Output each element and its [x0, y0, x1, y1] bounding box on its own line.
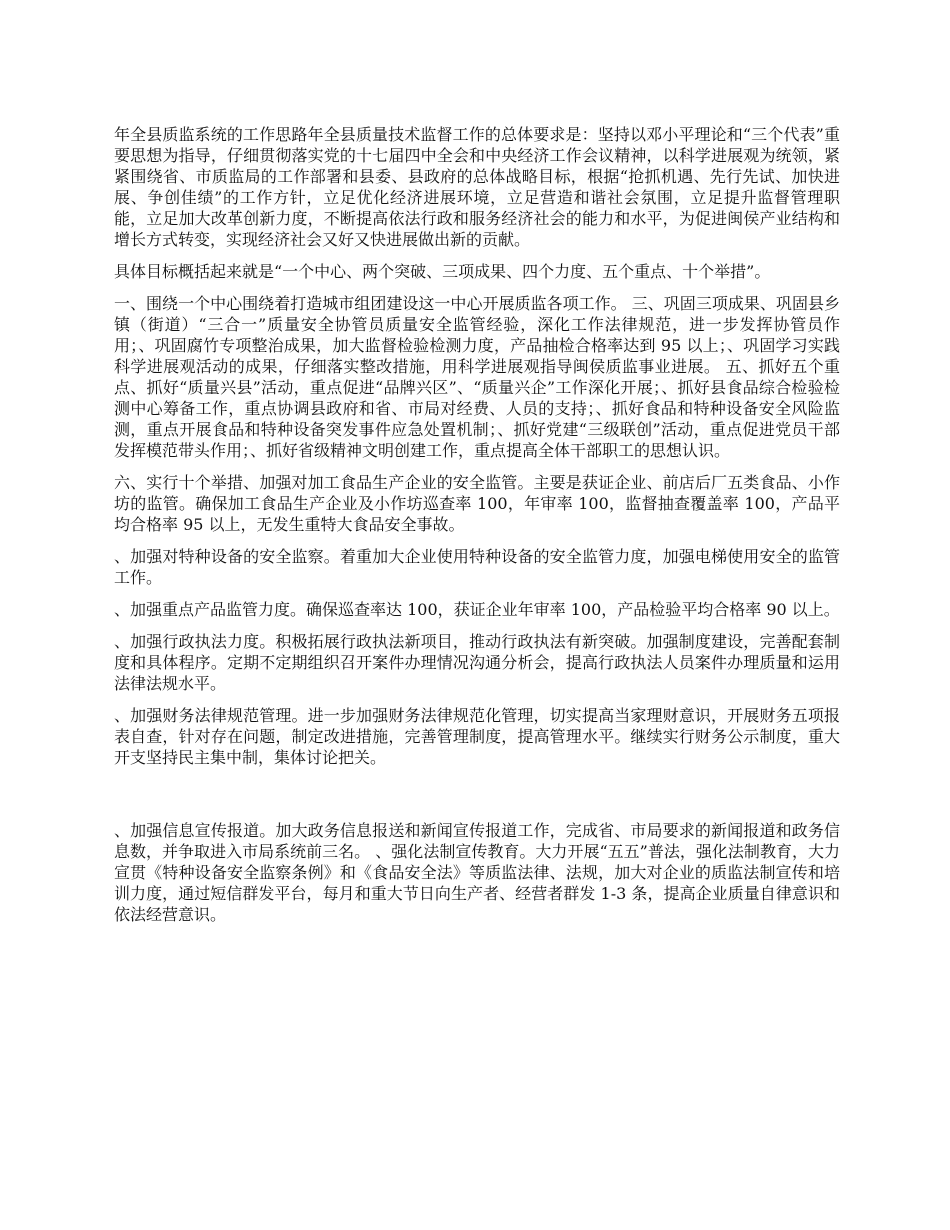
paragraph-key-products: 、加强重点产品监管力度。确保巡查率达 100，获证企业年审率 100，产品检验平均合格率 90 以上。 — [114, 600, 840, 619]
paragraph-special-equipment: 、加强对特种设备的安全监察。着重加大企业使用特种设备的安全监管力度，加强电梯使用安全的监管工作。 — [114, 547, 840, 587]
paragraph-financial-management: 、加强财务法律规范管理。进一步加强财务法律规范化管理，切实提高当家理财意识，开展财务五项报表自查，针对存在问题，制定改进措施，完善管理制度，提高管理水平。继续实行财务公示制度，重大开支坚持民主集中制，集体讨论把关。 — [114, 706, 840, 767]
paragraph-center-and-focus: 一、围绕一个中心围绕着打造城市组团建设这一中心开展质监各项工作。 三、巩固三项成果、巩固县乡镇（街道）“三合一”质量安全协管员质量安全监管经验，深化工作法律规范，进一步发挥协管员作用；、巩固腐竹专项整治成果，加大监督检验检测力度，产品抽检合格率达到 95 以上；、巩固学习实践科学进展观活动的成果，仔细落实整改措施，用科学进展观指导闽侯质监事业进展。 五、抓好五个重点、抓好“质量兴县”活动，重点促进“品牌兴区”、“质量兴企”工作深化开展；、抓好县食品综合检验检测中心筹备工作，重点协调县政府和省、市局对经费、人员的支持；、抓好食品和特种设备安全风险监测，重点开展食品和特种设备突发事件应急处置机制；、抓好党建“三级联创”活动，重点促进党员干部发挥模范带头作用；、抓好省级精神文明创建工作，重点提高全体干部职工的思想认识。 — [114, 294, 840, 460]
paragraph-specific-goals: 具体目标概括起来就是“一个中心、两个突破、三项成果、四个力度、五个重点、十个举措”。 — [114, 262, 771, 281]
paragraph-ten-measures: 六、实行十个举措、加强对加工食品生产企业的安全监管。主要是获证企业、前店后厂五类食品、小作坊的监管。确保加工食品生产企业及小作坊巡查率 100，年审率 100，监督抽查覆盖率 100，产品平均合格率 95 以上，无发生重特大食品安全事故。 — [114, 473, 840, 534]
paragraph-information-publicity: 、加强信息宣传报道。加大政务信息报送和新闻宣传报道工作，完成省、市局要求的新闻报道和政务信息数，并争取进入市局系统前三名。 、强化法制宣传教育。大力开展“五五”普法，强化法制教育，大力宣贯《特种设备安全监察条例》和《食品安全法》等质监法律、法规，加大对企业的质监法制宣传和培训力度，通过短信群发平台，每月和重大节日向生产者、经营者群发 1-3 条，提高企业质量自律意识和依法经营意识。 — [114, 821, 840, 924]
paragraph-administrative-law: 、加强行政执法力度。积极拓展行政执法新项目，推动行政执法有新突破。加强制度建设，完善配套制度和具体程序。定期不定期组织召开案件办理情况沟通分析会，提高行政执法人员案件办理质量和运用法律法规水平。 — [114, 632, 840, 693]
document-body — [114, 124, 840, 936]
paragraph-work-approach: 年全县质监系统的工作思路年全县质量技术监督工作的总体要求是：坚持以邓小平理论和“三个代表”重要思想为指导，仔细贯彻落实党的十七届四中全会和中央经济工作会议精神，以科学进展观为统领，紧紧围绕省、市质监局的工作部署和县委、县政府的总体战略目标，根据“抢抓机遇、先行先试、加快进展、争创佳绩”的工作方针，立足优化经济进展环境，立足营造和谐社会氛围，立足提升监督管理职能，立足加大改革创新力度，不断提高依法行政和服务经济社会的能力和水平，为促进闽侯产业结构和增长方式转变，实现经济社会又好又快进展做出新的贡献。 — [114, 125, 840, 249]
